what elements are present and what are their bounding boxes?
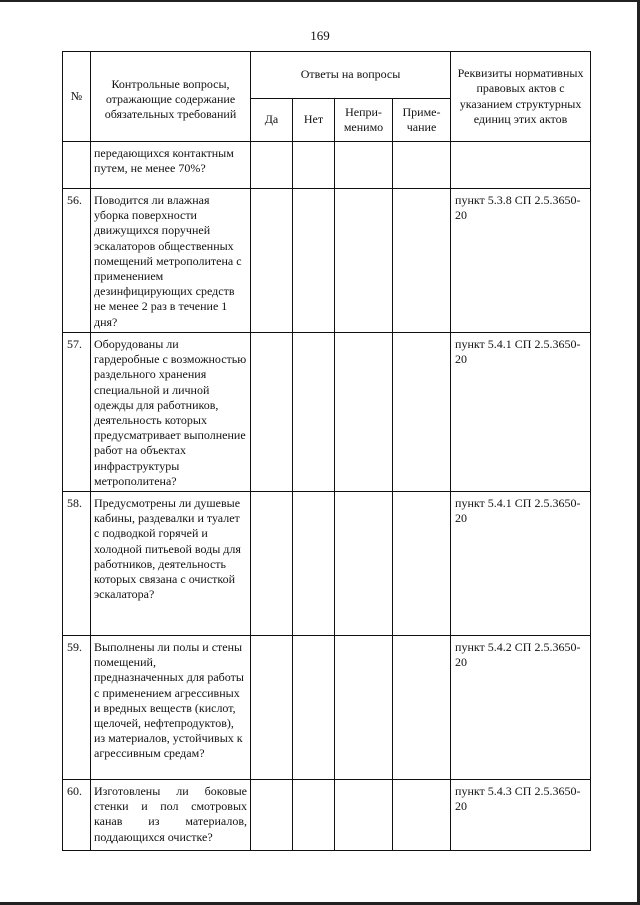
page-number: 169 <box>310 28 330 43</box>
header-answer-note: Приме-чание <box>393 99 451 142</box>
answer-yes-cell[interactable] <box>251 780 293 851</box>
row-number: 56. <box>63 189 91 333</box>
header-row <box>63 52 591 99</box>
answer-yes-cell[interactable] <box>251 333 293 492</box>
table-row <box>63 492 591 636</box>
row-number: 59. <box>63 636 91 780</box>
answer-no-cell[interactable] <box>293 492 335 636</box>
header-answer-yes: Да <box>251 99 293 142</box>
row-reference: пункт 5.4.3 СП 2.5.3650-20 <box>451 780 591 851</box>
answer-na-cell[interactable] <box>335 492 393 636</box>
row-number: 57. <box>63 333 91 492</box>
table-row <box>63 189 591 333</box>
answer-note-cell[interactable] <box>393 189 451 333</box>
row-number <box>63 142 91 189</box>
header-reference: Реквизиты нормативных правовых актов с указанием структурных единиц этих актов <box>451 52 591 142</box>
row-question: передающихся контактным путем, не менее 70%? <box>91 142 251 189</box>
answer-na-cell[interactable] <box>335 780 393 851</box>
answer-yes-cell[interactable] <box>251 142 293 189</box>
header-question: Контрольные вопросы, отражающие содержание обязательных требований <box>91 52 251 142</box>
row-question: Изготовлены ли боковые стенки и пол смотровых канав из материалов, поддающихся очистке? <box>91 780 251 851</box>
row-question: Поводится ли влажная уборка поверхности движущихся поручней эскалаторов общественных помещений метрополитена с применением дезинфицирующих средств не менее 2 раз в течение 1 дня? <box>91 189 251 333</box>
header-answer-na: Непри-менимо <box>335 99 393 142</box>
answer-no-cell[interactable] <box>293 780 335 851</box>
scan-edge-top <box>0 0 640 2</box>
requirements-table <box>62 51 591 851</box>
table-row <box>63 780 591 851</box>
table-row <box>63 142 591 189</box>
answer-note-cell[interactable] <box>393 333 451 492</box>
table-row <box>63 333 591 492</box>
row-question: Оборудованы ли гардеробные с возможностью раздельного хранения специальной и личной одежды для работников, деятельность которых предусматривает выполнение работ на объектах инфраструктуры метрополитена? <box>91 333 251 492</box>
table-row <box>63 636 591 780</box>
header-answer-no: Нет <box>293 99 335 142</box>
row-reference <box>451 142 591 189</box>
row-number: 58. <box>63 492 91 636</box>
answer-no-cell[interactable] <box>293 333 335 492</box>
row-number: 60. <box>63 780 91 851</box>
answer-no-cell[interactable] <box>293 189 335 333</box>
answer-note-cell[interactable] <box>393 492 451 636</box>
answer-no-cell[interactable] <box>293 142 335 189</box>
row-reference: пункт 5.4.1 СП 2.5.3650-20 <box>451 333 591 492</box>
answer-na-cell[interactable] <box>335 142 393 189</box>
row-question: Предусмотрены ли душевые кабины, раздевалки и туалет с подводкой горячей и холодной питьевой воды для работников, деятельность которых связана с очисткой эскалатора? <box>91 492 251 636</box>
answer-na-cell[interactable] <box>335 189 393 333</box>
answer-no-cell[interactable] <box>293 636 335 780</box>
answer-yes-cell[interactable] <box>251 189 293 333</box>
row-reference: пункт 5.3.8 СП 2.5.3650-20 <box>451 189 591 333</box>
header-answers: Ответы на вопросы <box>251 52 451 99</box>
row-reference: пункт 5.4.1 СП 2.5.3650-20 <box>451 492 591 636</box>
row-reference: пункт 5.4.2 СП 2.5.3650-20 <box>451 636 591 780</box>
answer-note-cell[interactable] <box>393 142 451 189</box>
header-number: № <box>63 52 91 142</box>
answer-yes-cell[interactable] <box>251 636 293 780</box>
answer-note-cell[interactable] <box>393 636 451 780</box>
answer-note-cell[interactable] <box>393 780 451 851</box>
answer-na-cell[interactable] <box>335 333 393 492</box>
row-question: Выполнены ли полы и стены помещений, предназначенных для работы с применением агрессивных и вредных веществ (кислот, щелочей, нефтепродуктов), из материалов, устойчивых к агрессивным средам? <box>91 636 251 780</box>
answer-na-cell[interactable] <box>335 636 393 780</box>
answer-yes-cell[interactable] <box>251 492 293 636</box>
